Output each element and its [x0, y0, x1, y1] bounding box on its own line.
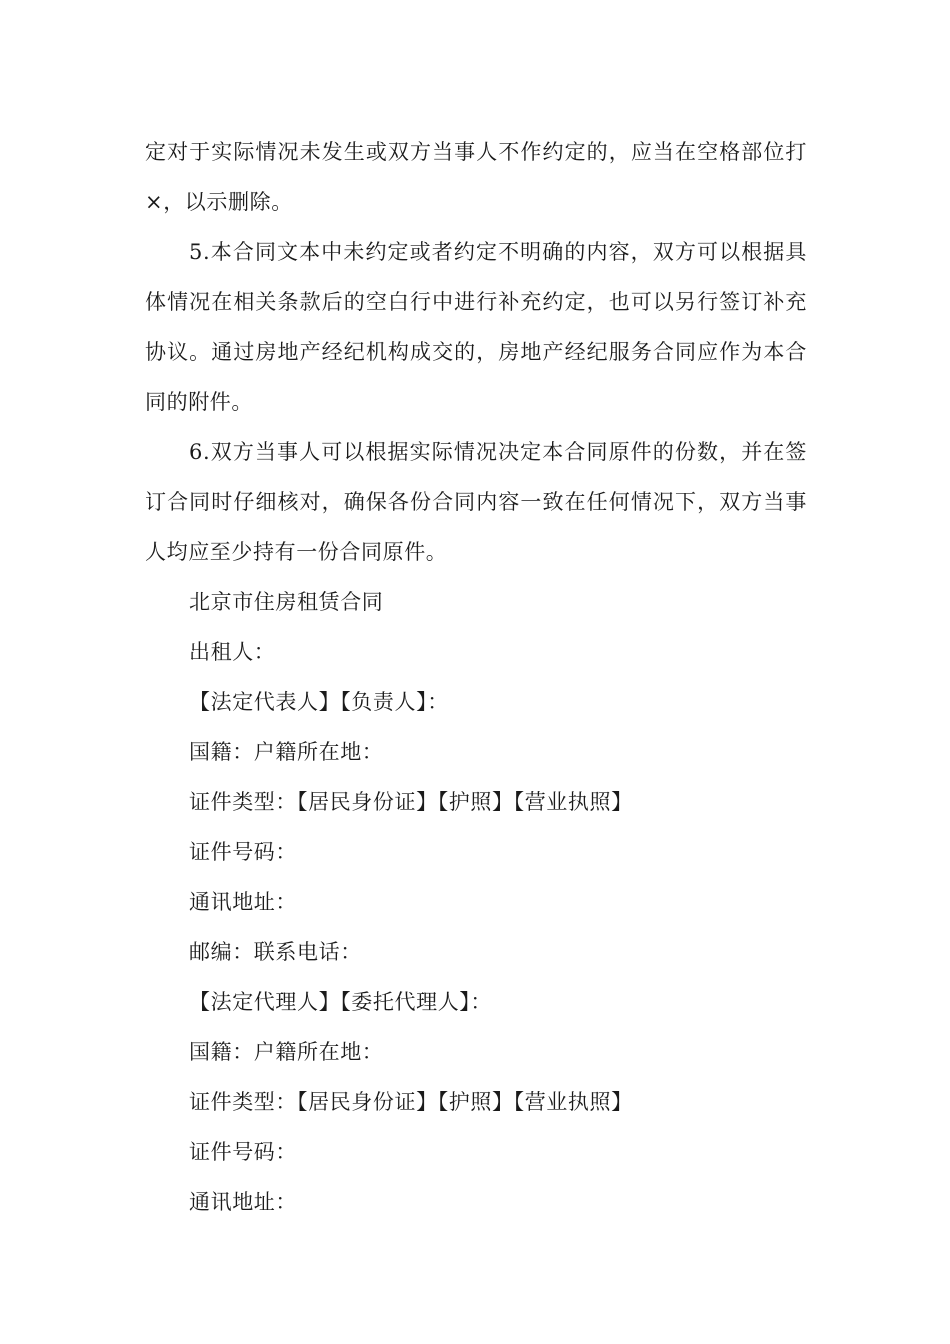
- lessor-id-number: 证件号码：: [189, 840, 297, 864]
- paragraph-continuation: 定对于实际情况未发生或双方当事人不作约定的，应当在空格部位打×，以示删除。: [145, 140, 807, 214]
- agent-id-number: 证件号码：: [189, 1140, 297, 1164]
- lessor-nationality: 国籍：户籍所在地：: [189, 740, 384, 764]
- agent-id-type: 证件类型：【居民身份证】【护照】【营业执照】: [189, 1090, 633, 1114]
- agent-label: 【法定代理人】【委托代理人】：: [189, 990, 492, 1014]
- lessor-label: 出租人：: [189, 640, 276, 664]
- lessor-address: 通讯地址：: [189, 890, 297, 914]
- lessor-id-type: 证件类型：【居民身份证】【护照】【营业执照】: [189, 790, 633, 814]
- lessor-postcode-phone: 邮编：联系电话：: [189, 940, 362, 964]
- lessor-legal-rep: 【法定代表人】【负责人】：: [189, 690, 449, 714]
- agent-nationality: 国籍：户籍所在地：: [189, 1040, 384, 1064]
- document-page: [145, 127, 807, 1227]
- paragraph-item-6: 6.双方当事人可以根据实际情况决定本合同原件的份数，并在签订合同时仔细核对，确保各份合同内容一致在任何情况下，双方当事人均应至少持有一份合同原件。: [145, 440, 807, 564]
- paragraph-item-5: 5.本合同文本中未约定或者约定不明确的内容，双方可以根据具体情况在相关条款后的空白行中进行补充约定，也可以另行签订补充协议。通过房地产经纪机构成交的，房地产经纪服务合同应作为本合同的附件。: [145, 240, 807, 414]
- contract-title: 北京市住房租赁合同: [189, 590, 384, 614]
- agent-address: 通讯地址：: [189, 1190, 297, 1214]
